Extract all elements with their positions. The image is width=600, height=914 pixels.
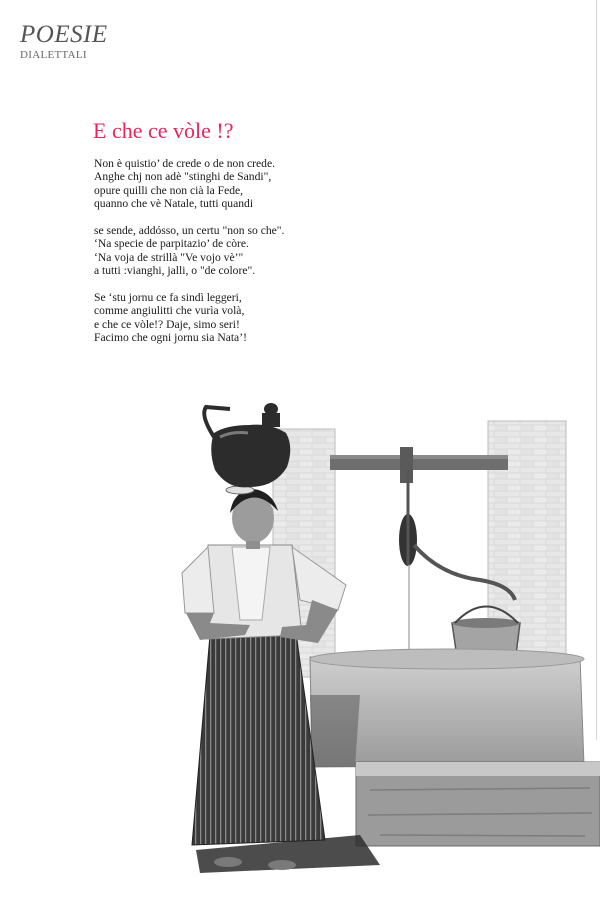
poem-stanza — [94, 291, 284, 345]
poem-line: Non è quistio’ de crede o de non crede. — [94, 157, 276, 170]
poem-body — [94, 157, 284, 358]
poem-line: Facimo che ogni jornu sia Nata’! — [94, 331, 247, 345]
poem-line: Anghe chj non adè "stinghi de Sandi", — [94, 170, 272, 184]
section-header — [20, 22, 108, 61]
poem-line: Se ‘stu jornu ce fa sindì leggeri, — [94, 291, 242, 305]
poem-line: opure quilli che non cià la Fede, — [94, 183, 244, 197]
section-subtitle: DIALETTALI — [20, 49, 87, 61]
poem-line: ‘Na voja de strillà "Ve vojo vè’" — [94, 250, 244, 264]
poem-line: e che ce vòle!? Daje, simo seri! — [94, 317, 240, 331]
poem-line: a tutti :vianghi, jalli, o "de colore". — [94, 264, 256, 278]
poem-line: ‘Na specie de parpitazio’ de còre. — [94, 237, 249, 251]
section-title: POESIE — [20, 21, 108, 48]
poem-stanza — [94, 157, 284, 211]
well-photo — [0, 395, 600, 880]
poem-line: quanno che vè Natale, tutti quandi — [94, 197, 254, 211]
poem-line: comme angiulitti che vurìa volà, — [94, 304, 245, 318]
poem-title: E che ce vòle !? — [93, 118, 234, 143]
poem-line: se sende, addósso, un certu "non so che". — [94, 224, 285, 238]
poem-stanza — [94, 224, 284, 278]
